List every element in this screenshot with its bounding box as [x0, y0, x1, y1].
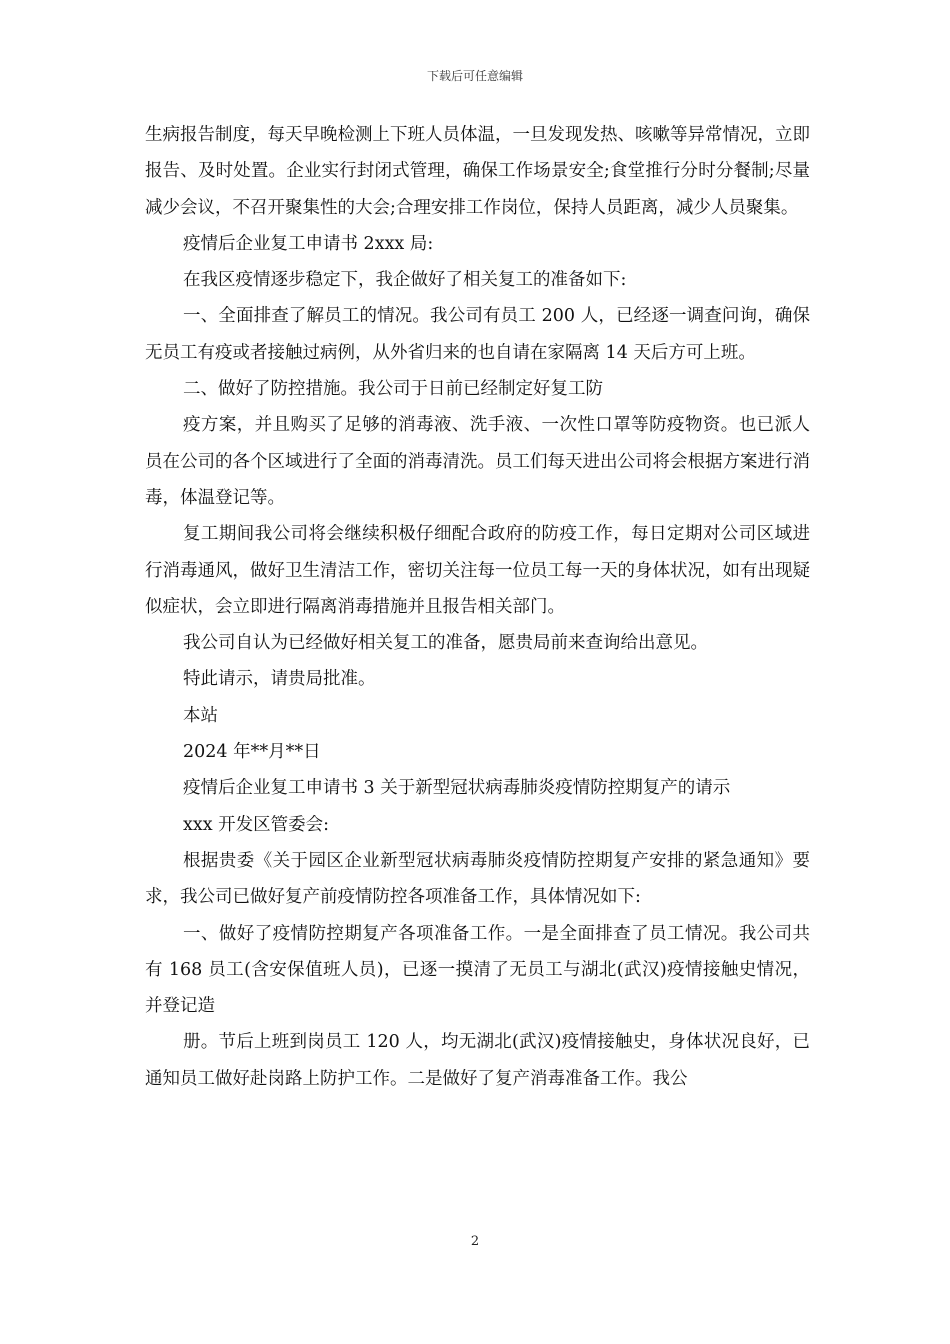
document-body	[145, 117, 810, 1097]
paragraph: xxx 开发区管委会:	[183, 814, 330, 835]
paragraph: 册。节后上班到岗员工 120 人，均无湖北(武汉)疫情接触史，身体状况良好，已通知员工做好赴岗路上防护工作。二是做好了复产消毒准备工作。我公	[145, 1032, 810, 1089]
paragraph: 二、做好了防控措施。我公司于日前已经制定好复工防	[183, 379, 603, 400]
page-header: 下载后可任意编辑	[426, 69, 523, 83]
paragraph: 我公司自认为已经做好相关复工的准备，愿贵局前来查询给出意见。	[183, 633, 708, 654]
paragraph: 根据贵委《关于园区企业新型冠状病毒肺炎疫情防控期复产安排的紧急通知》要求，我公司已做好复产前疫情防控各项准备工作，具体情况如下:	[145, 850, 810, 908]
paragraph: 2024 年**月**日	[183, 742, 321, 763]
paragraph: 复工期间我公司将会继续积极仔细配合政府的防疫工作，每日定期对公司区域进行消毒通风，做好卫生清洁工作，密切关注每一位员工每一天的身体状况，如有出现疑似症状，会立即进行隔离消毒措施并且报告相关部门。	[145, 524, 810, 617]
paragraph: 本站	[183, 705, 218, 726]
paragraph: 生病报告制度，每天早晚检测上下班人员体温，一旦发现发热、咳嗽等异常情况，立即报告、及时处置。企业实行封闭式管理，确保工作场景安全;食堂推行分时分餐制;尽量减少会议，不召开聚集性的大会;合理安排工作岗位，保持人员距离，减少人员聚集。	[145, 125, 810, 218]
page-number: 2	[470, 1234, 480, 1249]
paragraph: 疫方案，并且购买了足够的消毒液、洗手液、一次性口罩等防疫物资。也已派人员在公司的各个区域进行了全面的消毒清洗。员工们每天进出公司将会根据方案进行消毒，体温登记等。	[145, 415, 810, 508]
paragraph: 一、全面排查了解员工的情况。我公司有员工 200 人，已经逐一调查问询，确保无员工有疫或者接触过病例，从外省归来的也自请在家隔离 14 天后方可上班。	[145, 306, 810, 363]
paragraph: 在我区疫情逐步稳定下，我企做好了相关复工的准备如下:	[183, 270, 627, 291]
paragraph: 特此请示，请贵局批准。	[183, 669, 376, 690]
paragraph: 疫情后企业复工申请书 3 关于新型冠状病毒肺炎疫情防控期复产的请示	[183, 778, 731, 799]
paragraph: 一、做好了疫情防控期复产各项准备工作。一是全面排查了员工情况。我公司共有 168 员工(含安保值班人员)，已逐一摸清了无员工与湖北(武汉)疫情接触史情况，并登记造	[145, 923, 810, 1017]
paragraph: 疫情后企业复工申请书 2xxx 局:	[183, 233, 434, 254]
